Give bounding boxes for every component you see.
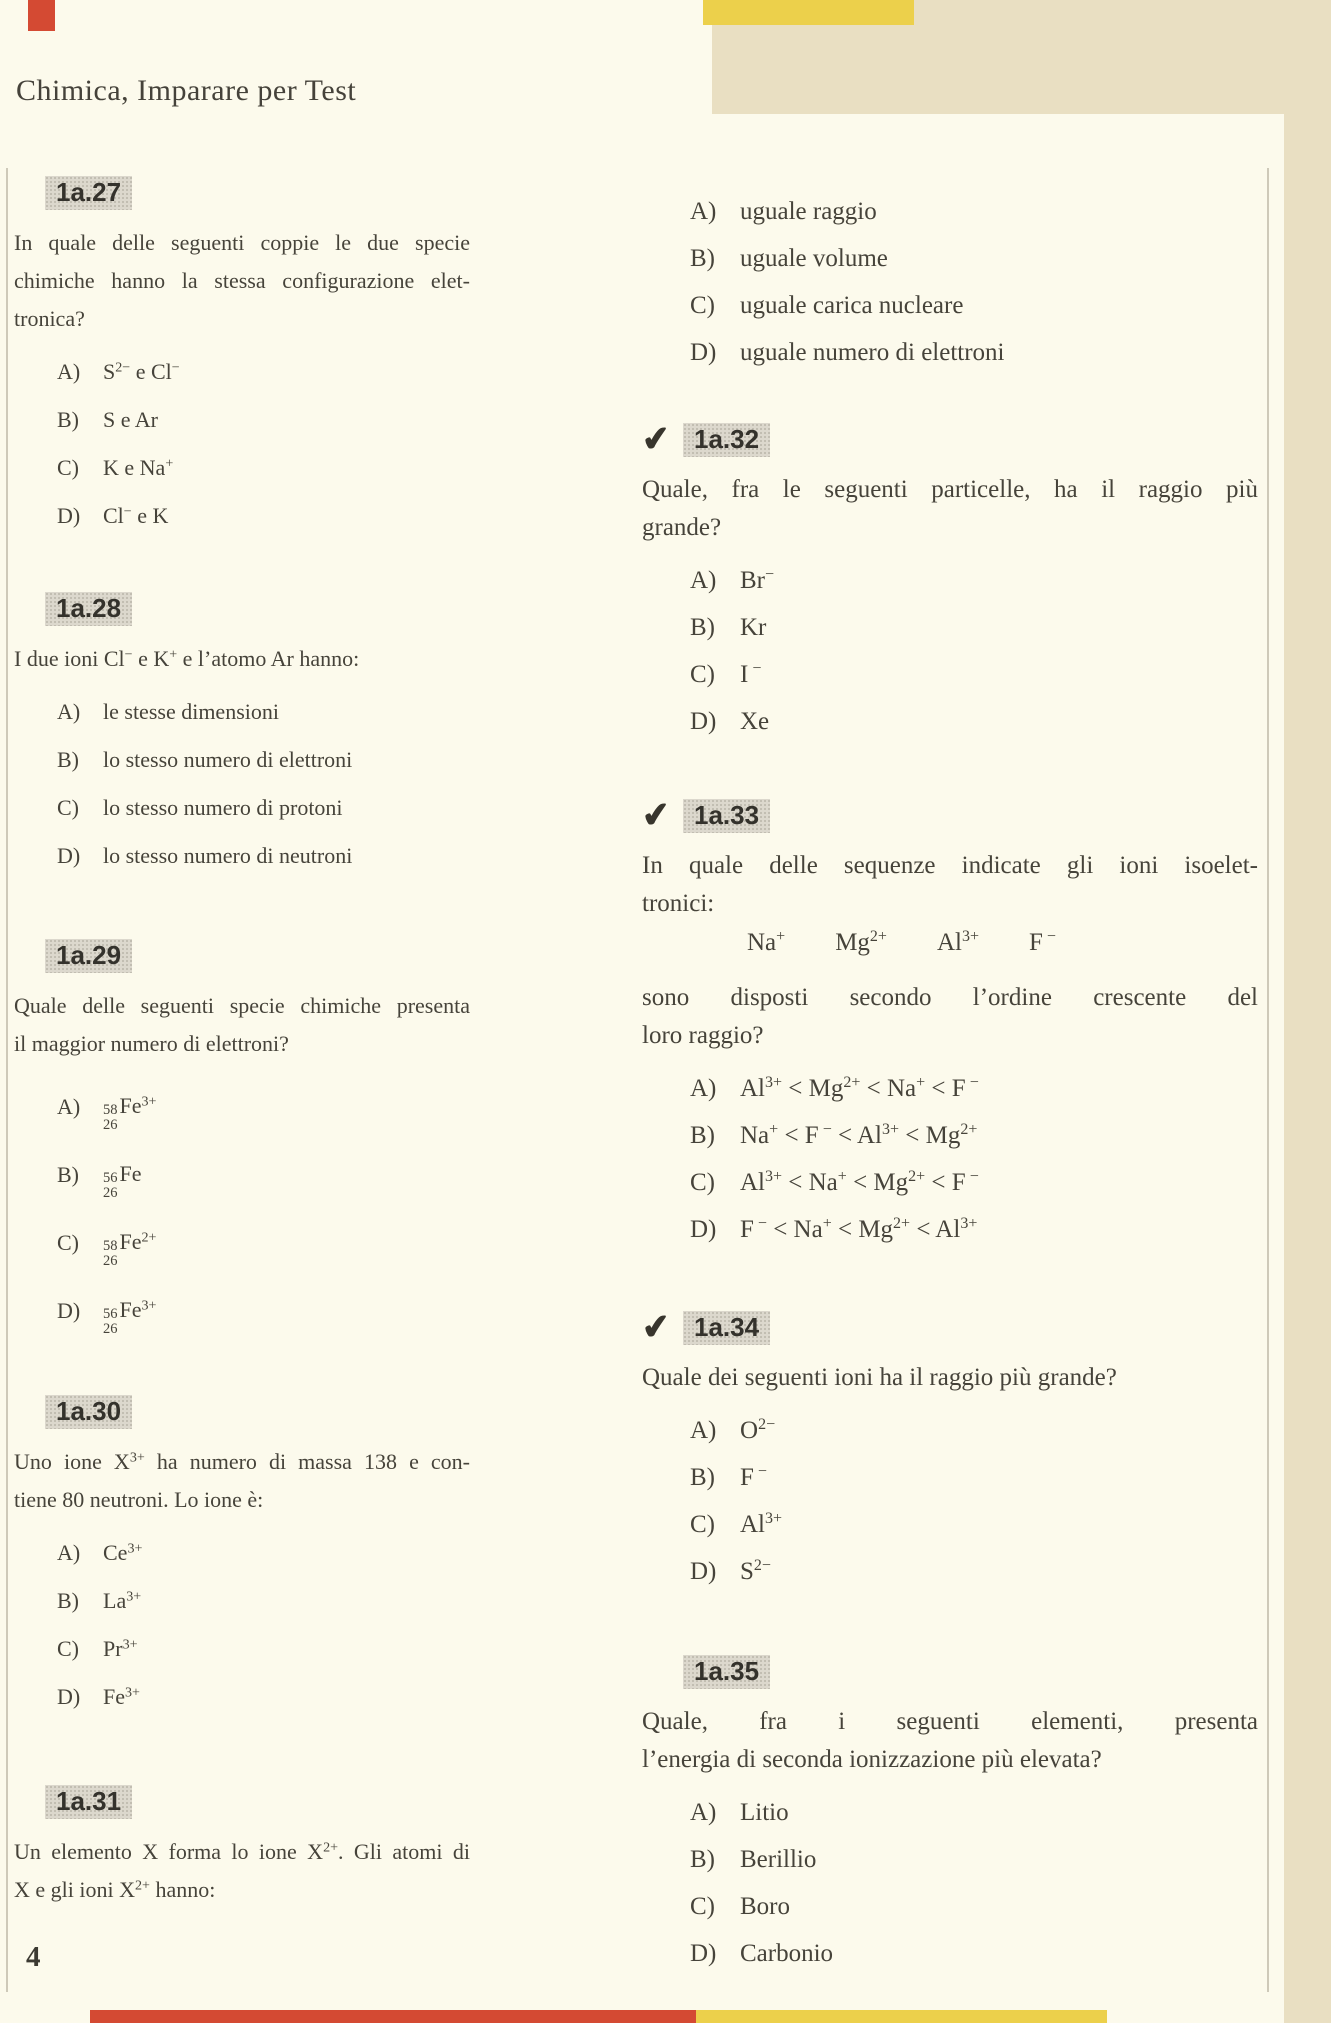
page-number: 4 bbox=[26, 1941, 41, 1973]
option-text: Br− bbox=[740, 566, 775, 594]
answer-option bbox=[57, 1577, 470, 1625]
option-text: lo stesso numero di protoni bbox=[103, 795, 343, 820]
question-block bbox=[14, 593, 470, 880]
question-text-line: Quale, fra le seguenti particelle, ha il raggio più bbox=[642, 476, 1258, 503]
option-letter: A) bbox=[57, 1540, 81, 1565]
answer-options bbox=[642, 1065, 1258, 1253]
ion: Na+ bbox=[747, 928, 786, 956]
option-text: $S^{2-}$ e Cl− bbox=[103, 359, 180, 384]
answer-options bbox=[642, 1789, 1258, 1977]
answer-option bbox=[57, 396, 470, 444]
isotope-prescript: 58 26 bbox=[103, 1102, 118, 1133]
answer-option bbox=[690, 1548, 1258, 1595]
question-text-line: In quale delle sequenze indicate gli ioni isoelet- bbox=[642, 852, 1258, 879]
answer-option bbox=[690, 1159, 1258, 1206]
question-text-line: l’energia di seconda ionizzazione più elevata? bbox=[642, 1746, 1102, 1773]
question-block bbox=[14, 1396, 470, 1721]
option-letter: B) bbox=[690, 245, 715, 272]
isotope-prescript: 56 26 bbox=[103, 1306, 118, 1337]
option-text: $La^{3+}$ bbox=[103, 1588, 142, 1613]
answer-option bbox=[57, 1209, 470, 1277]
answer-option bbox=[690, 1206, 1258, 1253]
question-block bbox=[14, 177, 470, 540]
answer-option bbox=[57, 1277, 470, 1345]
answer-option bbox=[690, 1789, 1258, 1836]
answer-option bbox=[690, 188, 1258, 235]
question-number-badge: 1a.32 bbox=[683, 423, 770, 457]
option-text: uguale raggio bbox=[740, 198, 877, 225]
answer-option bbox=[690, 557, 1258, 604]
option-letter: B) bbox=[57, 747, 79, 772]
red-tab bbox=[28, 0, 55, 31]
option-letter: D) bbox=[690, 339, 717, 366]
answer-options bbox=[14, 1073, 470, 1345]
option-letter: D) bbox=[57, 1298, 81, 1323]
question-text-line: sono disposti secondo l’ordine crescente del bbox=[642, 984, 1258, 1011]
question-text-line: Uno ione $X^{3+}$ ha numero di massa 138 e con- bbox=[14, 1449, 471, 1474]
option-letter: A) bbox=[57, 1094, 81, 1119]
question-text-line: Quale dei seguenti ioni ha il raggio più grande? bbox=[642, 1364, 1117, 1391]
question-number-badge: 1a.31 bbox=[45, 1785, 132, 1819]
answer-option bbox=[57, 784, 470, 832]
question-text-line: In quale delle seguenti coppie le due specie bbox=[14, 230, 470, 255]
answer-options bbox=[14, 688, 470, 880]
option-text: uguale numero di elettroni bbox=[740, 339, 1005, 366]
option-text: Xe bbox=[740, 708, 770, 735]
left-column bbox=[14, 177, 470, 1909]
option-letter: D) bbox=[690, 1940, 717, 1967]
answer-options bbox=[642, 1407, 1258, 1595]
option-letter: A) bbox=[690, 567, 717, 594]
scan-edge-tint-right bbox=[1284, 0, 1331, 2023]
option-letter: D) bbox=[57, 1684, 81, 1709]
answer-option bbox=[690, 1883, 1258, 1930]
option-text: S e Ar bbox=[103, 407, 158, 432]
question-number-badge: 1a.29 bbox=[45, 939, 132, 973]
option-text: $O^{2-}$ bbox=[740, 1416, 776, 1444]
option-letter: C) bbox=[690, 292, 715, 319]
option-text: $Al^{3+}$ bbox=[740, 1510, 783, 1538]
option-text: Kr bbox=[740, 614, 767, 641]
option-letter: C) bbox=[57, 795, 79, 820]
question-block bbox=[642, 1656, 1258, 1977]
checkmark-icon: ✔ bbox=[640, 419, 673, 460]
checkmark-icon: ✔ bbox=[640, 795, 673, 836]
answer-options bbox=[14, 348, 470, 540]
ion: $Al^{3+}$ bbox=[936, 928, 979, 956]
answer-option bbox=[57, 688, 470, 736]
option-text: $Fe^{3+}$ bbox=[103, 1684, 140, 1709]
question-text-line: loro raggio? bbox=[642, 1022, 764, 1049]
option-text: F $^- < Na^+ < Mg^{2+} < Al^{3+}$ bbox=[740, 1215, 978, 1243]
right-column bbox=[642, 178, 1258, 1977]
option-text: Boro bbox=[740, 1893, 790, 1920]
question-text-line: chimiche hanno la stessa configurazione elet- bbox=[14, 268, 470, 293]
option-letter: A) bbox=[690, 198, 717, 225]
question-heading bbox=[14, 940, 470, 972]
question-heading bbox=[14, 177, 470, 209]
question-heading bbox=[14, 593, 470, 625]
answer-option bbox=[690, 1930, 1258, 1977]
question-text-line: Quale, fra i seguenti elementi, presenta bbox=[642, 1708, 1258, 1735]
question-heading bbox=[14, 1786, 470, 1818]
question-number-badge: 1a.30 bbox=[45, 1395, 132, 1429]
answer-option bbox=[690, 282, 1258, 329]
answer-option bbox=[690, 1407, 1258, 1454]
answer-option bbox=[57, 1073, 470, 1141]
option-letter: C) bbox=[57, 455, 79, 480]
option-text: $Ce^{3+}$ bbox=[103, 1540, 143, 1565]
question-heading bbox=[640, 795, 1258, 836]
question-number-badge: 1a.27 bbox=[45, 176, 132, 210]
answer-option bbox=[690, 604, 1258, 651]
answer-option bbox=[57, 736, 470, 784]
answer-option bbox=[690, 1112, 1258, 1159]
question-block bbox=[14, 940, 470, 1345]
option-letter: B) bbox=[57, 1162, 79, 1187]
question-text-line: I due ioni Cl− e K+ e l’atomo Ar hanno: bbox=[14, 646, 360, 671]
answer-option bbox=[57, 1625, 470, 1673]
question-heading bbox=[642, 1656, 1258, 1688]
ion: F − bbox=[1028, 928, 1056, 956]
answer-option bbox=[690, 1836, 1258, 1883]
checkmark-icon: ✔ bbox=[640, 1307, 673, 1348]
ion: $Mg^{2+}$ bbox=[835, 928, 887, 956]
option-letter: A) bbox=[57, 699, 81, 724]
option-text: F − bbox=[740, 1463, 767, 1491]
yellow-strip bbox=[696, 2010, 1107, 2023]
option-letter: A) bbox=[57, 359, 81, 384]
question-text-line: tronica? bbox=[14, 306, 85, 331]
option-letter: D) bbox=[690, 1216, 717, 1243]
option-text: $S^{2-}$ bbox=[740, 1557, 771, 1585]
question-heading bbox=[640, 419, 1258, 460]
left-margin-rule bbox=[6, 168, 8, 1992]
question-text-line: tronici: bbox=[642, 890, 715, 917]
question-block bbox=[14, 1786, 470, 1909]
option-letter: B) bbox=[690, 1122, 715, 1149]
option-letter: A) bbox=[690, 1075, 717, 1102]
option-text: uguale carica nucleare bbox=[740, 292, 964, 319]
option-text: lo stesso numero di neutroni bbox=[103, 843, 353, 868]
answer-option bbox=[57, 1141, 470, 1209]
question-heading bbox=[14, 1396, 470, 1428]
option-text: $Pr^{3+}$ bbox=[103, 1636, 138, 1661]
option-letter: D) bbox=[57, 843, 81, 868]
option-text: 58 26 $Fe^{2+}$ bbox=[103, 1229, 157, 1269]
question-heading bbox=[640, 1307, 1258, 1348]
question-number-badge: 1a.28 bbox=[45, 592, 132, 626]
answer-option bbox=[690, 651, 1258, 698]
answer-option bbox=[690, 329, 1258, 376]
answer-option bbox=[690, 1454, 1258, 1501]
option-letter: C) bbox=[690, 1169, 715, 1196]
question-text-line: grande? bbox=[642, 514, 722, 541]
answer-option bbox=[57, 832, 470, 880]
option-letter: A) bbox=[690, 1799, 717, 1826]
option-text: lo stesso numero di elettroni bbox=[103, 747, 353, 772]
option-letter: A) bbox=[690, 1417, 717, 1444]
red-strip bbox=[90, 2010, 696, 2023]
option-text: le stesse dimensioni bbox=[103, 699, 279, 724]
option-text: 58 26 $Fe^{3+}$ bbox=[103, 1093, 157, 1133]
question-number-badge: 1a.33 bbox=[683, 799, 770, 833]
question-number-badge: 1a.34 bbox=[683, 1311, 770, 1345]
isotope-prescript: 58 26 bbox=[103, 1238, 118, 1269]
option-letter: C) bbox=[690, 1893, 715, 1920]
option-text: Litio bbox=[740, 1799, 789, 1826]
question-text-line: Un elemento X forma lo ione $X^{2+}$. Gli atomi di bbox=[14, 1839, 470, 1864]
answer-options bbox=[14, 1529, 470, 1721]
option-text: I − bbox=[740, 660, 762, 688]
option-letter: D) bbox=[690, 708, 717, 735]
option-letter: D) bbox=[690, 1558, 717, 1585]
option-letter: C) bbox=[57, 1636, 79, 1661]
option-letter: C) bbox=[690, 1511, 715, 1538]
option-text: Carbonio bbox=[740, 1940, 834, 1967]
question-block bbox=[640, 795, 1258, 1253]
options-block bbox=[642, 188, 1258, 376]
question-text-line: X e gli ioni $X^{2+}$ hanno: bbox=[14, 1877, 216, 1902]
option-text: $Al^{3+} < Mg^{2+} < Na^+ < F$ − bbox=[740, 1074, 979, 1102]
answer-option bbox=[57, 444, 470, 492]
answer-option bbox=[690, 698, 1258, 745]
answer-option bbox=[57, 1673, 470, 1721]
option-text: uguale volume bbox=[740, 245, 888, 272]
option-letter: B) bbox=[690, 1846, 715, 1873]
option-letter: D) bbox=[57, 503, 81, 528]
option-letter: B) bbox=[57, 407, 79, 432]
question-block bbox=[640, 419, 1258, 745]
option-text: 56 26 $Fe^{3+}$ bbox=[103, 1297, 157, 1337]
answer-option bbox=[690, 235, 1258, 282]
option-letter: B) bbox=[690, 614, 715, 641]
option-letter: B) bbox=[57, 1588, 79, 1613]
option-letter: C) bbox=[57, 1230, 79, 1255]
question-text-line: tiene 80 neutroni. Lo ione è: bbox=[14, 1487, 264, 1512]
option-text: 56 26 Fe bbox=[103, 1161, 142, 1201]
answer-options bbox=[642, 557, 1258, 745]
question-number-badge: 1a.35 bbox=[683, 1655, 770, 1689]
question-text-line: Quale delle seguenti specie chimiche presenta bbox=[14, 993, 470, 1018]
option-text: K e Na+ bbox=[103, 455, 174, 480]
option-text: Berillio bbox=[740, 1846, 817, 1873]
ion-list bbox=[642, 923, 1258, 963]
answer-option bbox=[57, 1529, 470, 1577]
answer-option bbox=[57, 348, 470, 396]
question-block bbox=[640, 1307, 1258, 1595]
right-margin-rule bbox=[1267, 168, 1269, 1992]
option-text: Cl− e K bbox=[103, 503, 169, 528]
answer-option bbox=[690, 1065, 1258, 1112]
answer-option bbox=[57, 492, 470, 540]
option-text: $Al^{3+} < Na^+ < Mg^{2+} < F$ − bbox=[740, 1168, 979, 1196]
option-text: Na+ < F $^- < Al^{3+} < Mg^{2+}$ bbox=[740, 1121, 978, 1149]
yellow-tab bbox=[703, 0, 914, 25]
option-letter: C) bbox=[690, 661, 715, 688]
option-letter: B) bbox=[690, 1464, 715, 1491]
answer-options bbox=[642, 188, 1258, 376]
answer-option bbox=[690, 1501, 1258, 1548]
question-text-line: il maggior numero di elettroni? bbox=[14, 1031, 289, 1056]
isotope-prescript: 56 26 bbox=[103, 1170, 118, 1201]
book-title-header: Chimica, Imparare per Test bbox=[16, 74, 357, 107]
